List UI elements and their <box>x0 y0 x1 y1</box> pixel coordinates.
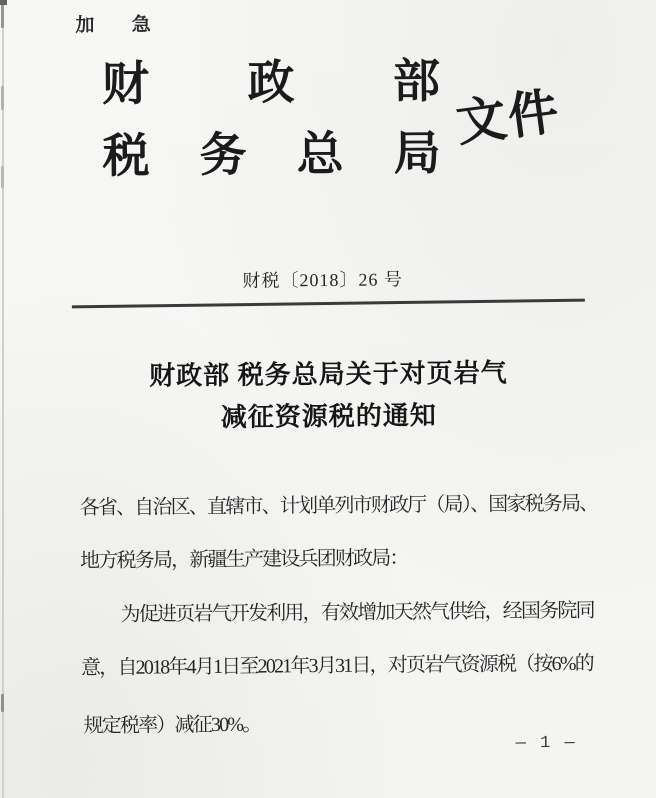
issuer-char: 总 <box>296 128 344 182</box>
issuer-name-line2 <box>102 128 441 183</box>
issuer-char: 财 <box>101 58 150 111</box>
issuer-name-line1 <box>101 56 441 111</box>
issuer-char: 务 <box>199 129 247 183</box>
document-number: 财税〔2018〕26 号 <box>242 269 403 291</box>
body-line-paragraph-3: 规定税率）减征30%。 <box>83 713 261 738</box>
body-line-recipients-1: 各省、自治区、直辖市、计划单列市财政厅（局）、国家税务局、 <box>79 492 598 520</box>
body-line-paragraph-2: 意，自2018年4月1日至2021年3月31日，对页岩气资源税（按6%的 <box>80 652 593 680</box>
body-line-paragraph-1: 为促进页岩气开发利用，有效增加天然气供给，经国务院同 <box>120 599 594 626</box>
document-title-line1: 财政部 税务总局关于对页岩气 <box>149 358 508 391</box>
document-type-label: 文件 <box>453 82 564 152</box>
issuer-char: 局 <box>393 128 441 181</box>
separator-rule <box>72 299 585 309</box>
body-line-recipients-2: 地方税务局，新疆生产建设兵团财政局： <box>80 547 408 573</box>
urgency-label: 加 急 <box>75 14 167 37</box>
issuer-char: 部 <box>392 56 441 109</box>
issuer-char: 税 <box>102 130 150 183</box>
issuer-char: 政 <box>247 57 295 110</box>
document-title-line2: 减征资源税的通知 <box>220 401 437 432</box>
page-number: — 1 — <box>515 733 577 754</box>
document-title <box>0 351 656 441</box>
